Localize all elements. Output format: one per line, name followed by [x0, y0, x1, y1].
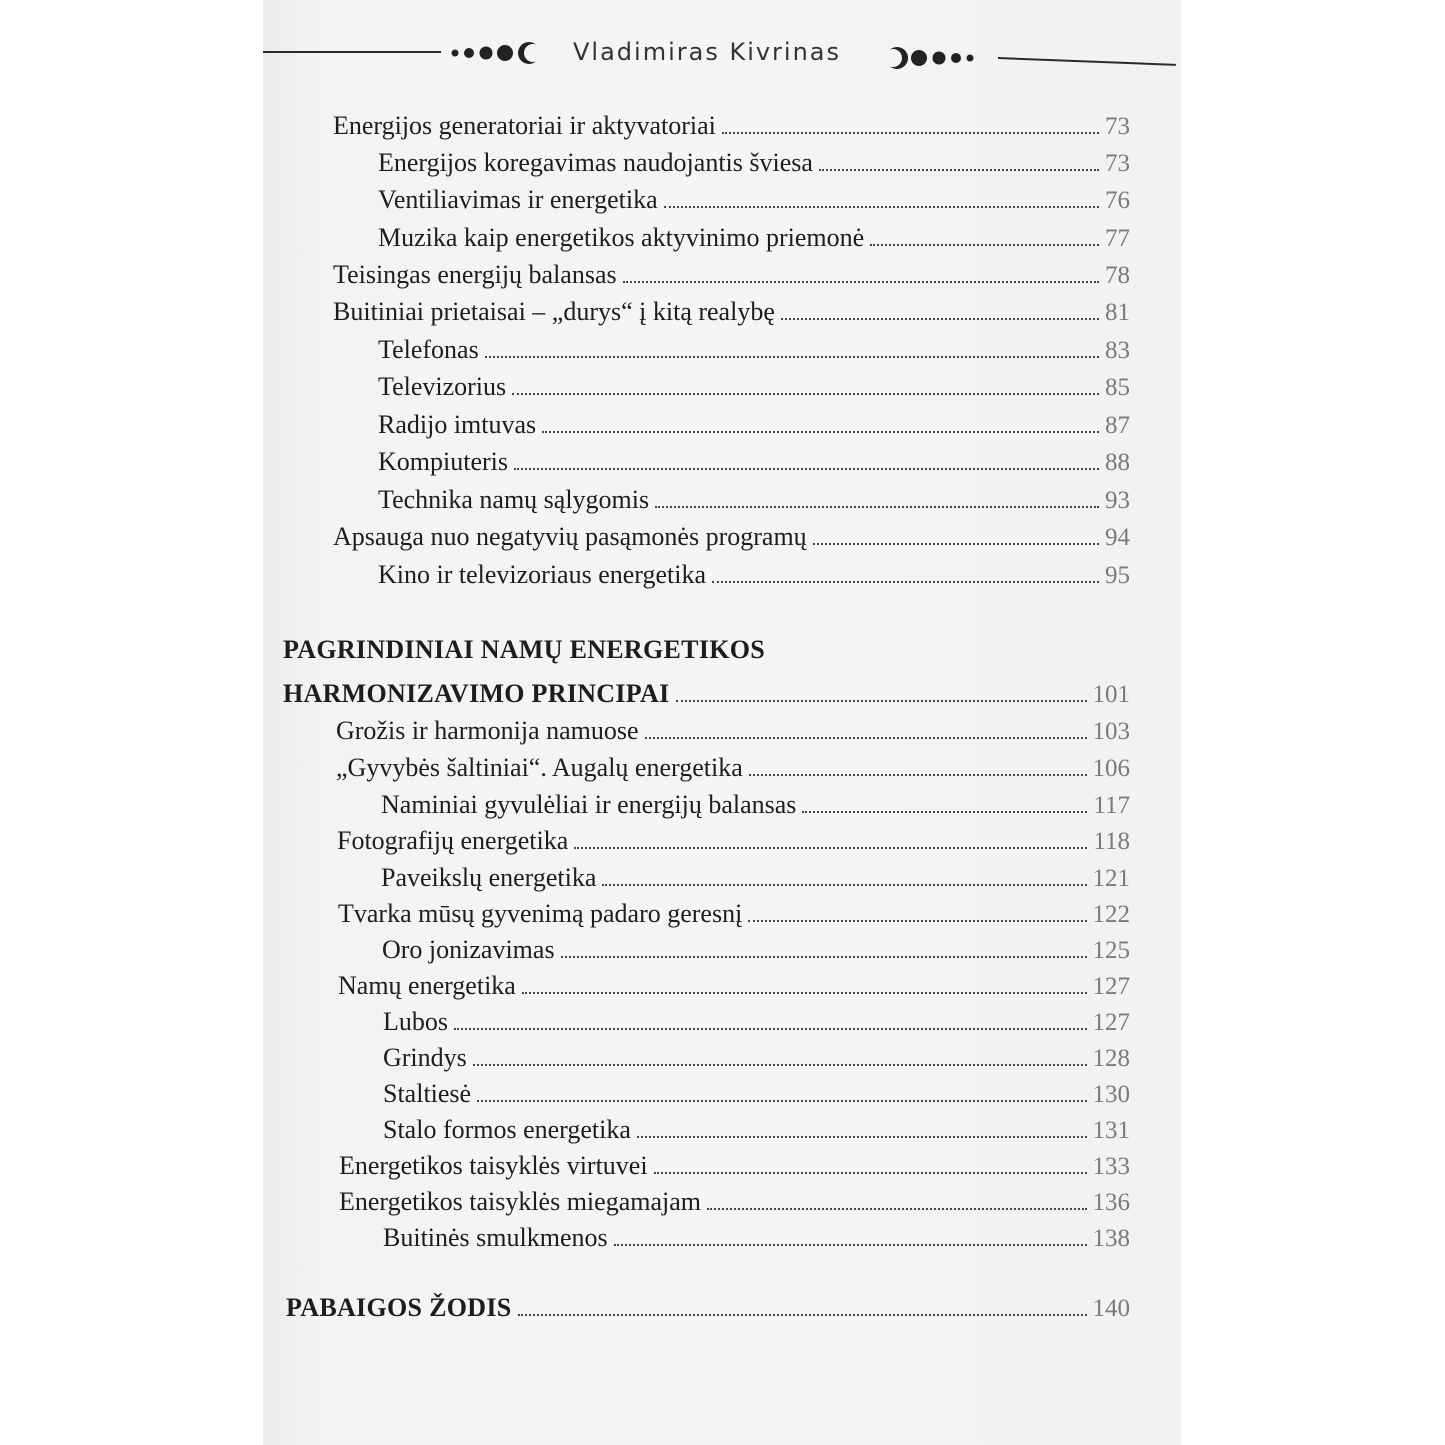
- toc-entry-title: Kompiuteris: [378, 447, 508, 476]
- toc-entry-title: Buitinės smulkmenos: [383, 1223, 608, 1252]
- toc-entry: [338, 898, 1130, 931]
- toc-leader: [722, 132, 1099, 134]
- toc-entry-page: 94: [1105, 524, 1130, 551]
- toc-entry-title: „Gyvybės šaltiniai“. Augalų energetika: [336, 753, 743, 782]
- toc-entry-title: Naminiai gyvulėliai ir energijų balansas: [381, 790, 797, 819]
- toc-entry-page: 88: [1105, 449, 1130, 476]
- toc-entry: [378, 484, 1130, 517]
- toc-entry: [336, 752, 1130, 785]
- toc-entry-page: 130: [1092, 1081, 1130, 1108]
- toc-entry-page: 118: [1093, 828, 1130, 855]
- toc-entry-page: 133: [1092, 1153, 1130, 1180]
- toc-leader: [623, 281, 1099, 283]
- final-entry: [286, 1292, 1130, 1325]
- toc-entry-title: Teisingas energijų balansas: [333, 260, 617, 289]
- toc-leader: [655, 506, 1099, 508]
- toc-entry-page: 81: [1105, 299, 1130, 326]
- toc-entry: [338, 970, 1130, 1003]
- toc-leader: [707, 1208, 1087, 1210]
- toc-entry: [381, 862, 1130, 895]
- toc-entry-page: 73: [1105, 150, 1130, 177]
- toc-entry-page: 85: [1105, 374, 1130, 401]
- toc-entry-page: 125: [1092, 937, 1130, 964]
- toc-entry: [339, 1150, 1130, 1183]
- toc-entry-title: Grindys: [383, 1043, 467, 1072]
- toc-leader: [645, 737, 1087, 739]
- toc-leader: [485, 356, 1099, 358]
- toc-entry-page: 127: [1092, 973, 1130, 1000]
- toc-entry-page: 103: [1092, 718, 1130, 745]
- toc-entry-page: 95: [1105, 562, 1130, 589]
- toc-entry-page: 121: [1092, 865, 1130, 892]
- toc-leader: [602, 884, 1086, 886]
- toc-leader: [614, 1244, 1087, 1246]
- toc-entry-page: 73: [1105, 113, 1130, 140]
- toc-leader: [813, 543, 1099, 545]
- chapter-page: 101: [1092, 681, 1130, 708]
- toc-entry: [378, 147, 1130, 180]
- toc-leader: [522, 992, 1087, 994]
- toc-entry: [378, 222, 1130, 255]
- toc-leader: [748, 920, 1086, 922]
- chapter-title-line1: PAGRINDINIAI NAMŲ ENERGETIKOS: [283, 635, 766, 664]
- toc-entry-page: 93: [1105, 487, 1130, 514]
- toc-leader: [676, 700, 1087, 702]
- toc-leader: [637, 1136, 1087, 1138]
- chapter-entry: [283, 678, 1130, 711]
- toc-leader: [819, 169, 1099, 171]
- toc-entry: [383, 1222, 1130, 1255]
- toc-entry-title: Grožis ir harmonija namuose: [336, 716, 639, 745]
- toc-entry: [382, 934, 1130, 967]
- toc-entry: [333, 110, 1130, 143]
- toc-entry-title: Telefonas: [378, 335, 479, 364]
- toc-entry: [383, 1006, 1130, 1039]
- toc-entry: [378, 371, 1130, 404]
- toc-leader: [514, 468, 1099, 470]
- toc-entry: [336, 715, 1130, 748]
- toc-entry: [333, 521, 1130, 554]
- toc-entry-title: Tvarka mūsų gyvenimą padaro geresnį: [338, 899, 743, 928]
- toc-leader: [654, 1172, 1087, 1174]
- toc-leader: [781, 318, 1099, 320]
- toc-entry-title: Kino ir televizoriaus energetika: [378, 560, 707, 589]
- toc-entry-page: 76: [1105, 187, 1130, 214]
- toc-entry-title: Staltiesė: [383, 1079, 472, 1108]
- toc-entry-title: Ventiliavimas ir energetika: [378, 185, 658, 214]
- toc-entry-page: 77: [1105, 225, 1130, 252]
- toc-entry-title: Technika namų sąlygomis: [378, 485, 650, 514]
- toc-entry-title: Apsauga nuo negatyvių pasąmonės programų: [333, 522, 807, 551]
- toc-leader: [802, 811, 1087, 813]
- toc-entry-title: Energetikos taisyklės miegamajam: [339, 1187, 701, 1216]
- toc-entry: [383, 1078, 1130, 1111]
- toc-leader: [512, 393, 1099, 395]
- toc-entry: [339, 1186, 1130, 1219]
- toc-leader: [518, 1314, 1087, 1316]
- toc-entry-page: 136: [1092, 1189, 1130, 1216]
- toc-entry: [381, 789, 1130, 822]
- toc-entry-page: 83: [1105, 337, 1130, 364]
- toc-entry: [378, 409, 1130, 442]
- toc-entry: [383, 1042, 1130, 1075]
- toc-entry: [378, 559, 1130, 592]
- chapter-title-line2: HARMONIZAVIMO PRINCIPAI: [283, 679, 670, 708]
- toc-entry: [333, 259, 1130, 292]
- toc-leader: [749, 774, 1087, 776]
- toc-entry-title: Energijos koregavimas naudojantis šviesa: [378, 148, 813, 177]
- final-page: 140: [1092, 1295, 1130, 1322]
- toc-entry-title: Radijo imtuvas: [378, 410, 537, 439]
- toc-leader: [712, 581, 1099, 583]
- toc-entry-page: 122: [1092, 901, 1130, 928]
- toc-leader: [664, 206, 1099, 208]
- toc-entry-title: Oro jonizavimas: [382, 935, 555, 964]
- toc-entry-page: 87: [1105, 412, 1130, 439]
- toc-entry: [383, 1114, 1130, 1147]
- toc-leader: [574, 847, 1087, 849]
- toc-entry: [378, 446, 1130, 479]
- toc-entry-title: Stalo formos energetika: [383, 1115, 631, 1144]
- toc-entry-title: Energetikos taisyklės virtuvei: [339, 1151, 648, 1180]
- toc-entry-title: Muzika kaip energetikos aktyvinimo priemonė: [378, 223, 865, 252]
- toc-entry-page: 128: [1092, 1045, 1130, 1072]
- toc-entry: [378, 184, 1130, 217]
- toc-entry-title: Fotografijų energetika: [337, 826, 569, 855]
- toc-entry-page: 127: [1092, 1009, 1130, 1036]
- toc-entry-title: Buitiniai prietaisai – „durys“ į kitą realybę: [333, 297, 775, 326]
- final-title: PABAIGOS ŽODIS: [286, 1293, 512, 1322]
- toc-entry: [378, 334, 1130, 367]
- toc-entry-title: Energijos generatoriai ir aktyvatoriai: [333, 111, 716, 140]
- toc-entry: [337, 825, 1130, 858]
- toc-leader: [454, 1028, 1087, 1030]
- toc-leader: [473, 1064, 1087, 1066]
- toc-entry-title: Lubos: [383, 1007, 448, 1036]
- toc-entry: [333, 296, 1130, 329]
- toc-entry-page: 78: [1105, 262, 1130, 289]
- toc-leader: [542, 431, 1099, 433]
- toc-entry-page: 117: [1093, 792, 1130, 819]
- toc-entry-page: 138: [1092, 1225, 1130, 1252]
- header-author: Vladimiras Kivrinas: [573, 38, 842, 66]
- toc-entry-title: Namų energetika: [338, 971, 516, 1000]
- toc-leader: [477, 1100, 1086, 1102]
- toc-entry-title: Televizorius: [378, 372, 507, 401]
- toc-entry-title: Paveikslų energetika: [381, 863, 597, 892]
- toc-leader: [561, 956, 1087, 958]
- toc-leader: [870, 244, 1099, 246]
- toc-entry-page: 131: [1092, 1117, 1130, 1144]
- toc-entry-page: 106: [1092, 755, 1130, 782]
